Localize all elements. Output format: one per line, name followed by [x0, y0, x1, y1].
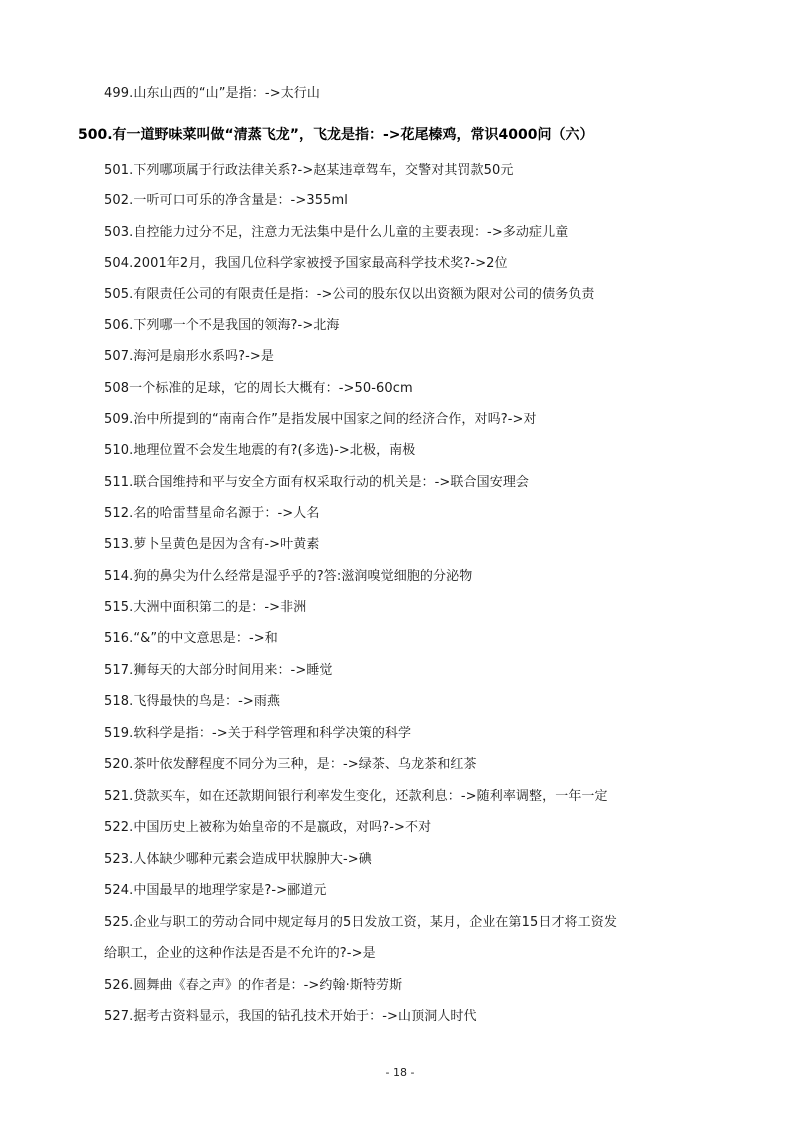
question-527: 527.据考古资料显示，我国的钻孔技术开始于：->山顶洞人时代: [104, 1009, 477, 1024]
question-520: 520.茶叶依发酵程度不同分为三种，是：->绿茶、乌龙茶和红茶: [104, 757, 477, 772]
question-521: 521.贷款买车，如在还款期间银行利率发生变化，还款利息：->随利率调整，一年一定: [104, 789, 608, 804]
question-522: 522.中国历史上被称为始皇帝的不是嬴政，对吗?->不对: [104, 820, 432, 835]
question-524: 524.中国最早的地理学家是?->郦道元: [104, 883, 327, 898]
question-503: 503.自控能力过分不足，注意力无法集中是什么儿童的主要表现：->多动症儿童: [104, 225, 569, 240]
question-525: 525.企业与职工的劳动合同中规定每月的5日发放工资，某月，企业在第15日才将工资发: [104, 915, 617, 930]
question-502: 502.一听可口可乐的净含量是：->355ml: [104, 193, 348, 208]
section-heading-500: 500.有一道野味菜叫做“清蒸飞龙”，飞龙是指：->花尾榛鸡，常识4000问（六）: [78, 127, 594, 143]
question-509: 509.治中所提到的“南南合作”是指发展中国家之间的经济合作，对吗?->对: [104, 412, 537, 427]
question-525-continued: 给职工，企业的这种作法是否是不允许的?->是: [104, 946, 376, 961]
question-512: 512.名的哈雷彗星命名源于：->人名: [104, 506, 320, 521]
question-517: 517.狮每天的大部分时间用来：->睡觉: [104, 663, 333, 678]
question-504: 504.2001年2月，我国几位科学家被授予国家最高科学技术奖?->2位: [104, 256, 508, 271]
question-510: 510.地理位置不会发生地震的有?(多选)->北极，南极: [104, 443, 416, 458]
question-507: 507.海河是扇形水系吗?->是: [104, 349, 275, 364]
question-515: 515.大洲中面积第二的是：->非洲: [104, 600, 307, 615]
question-514: 514.狗的鼻尖为什么经常是湿乎乎的?答:滋润嗅觉细胞的分泌物: [104, 569, 473, 584]
question-513: 513.萝卜呈黄色是因为含有->叶黄素: [104, 537, 320, 552]
question-523: 523.人体缺少哪种元素会造成甲状腺肿大->碘: [104, 852, 372, 867]
question-506: 506.下列哪一个不是我国的领海?->北海: [104, 318, 340, 333]
question-526: 526.圆舞曲《春之声》的作者是：->约翰·斯特劳斯: [104, 978, 403, 993]
question-516: 516.“&”的中文意思是：->和: [104, 631, 278, 646]
question-505: 505.有限责任公司的有限责任是指：->公司的股东仅以出资额为限对公司的债务负责: [104, 287, 595, 302]
question-511: 511.联合国维持和平与安全方面有权采取行动的机关是：->联合国安理会: [104, 475, 530, 490]
question-519: 519.软科学是指：->关于科学管理和科学决策的科学: [104, 726, 412, 741]
page-number: - 18 -: [385, 1066, 415, 1079]
question-501: 501.下列哪项属于行政法律关系?->赵某违章驾车，交警对其罚款50元: [104, 163, 514, 178]
question-508: 508一个标准的足球，它的周长大概有：->50-60cm: [104, 381, 413, 396]
question-518: 518.飞得最快的鸟是：->雨燕: [104, 694, 281, 709]
question-499: 499.山东山西的“山”是指：->太行山: [104, 86, 320, 101]
